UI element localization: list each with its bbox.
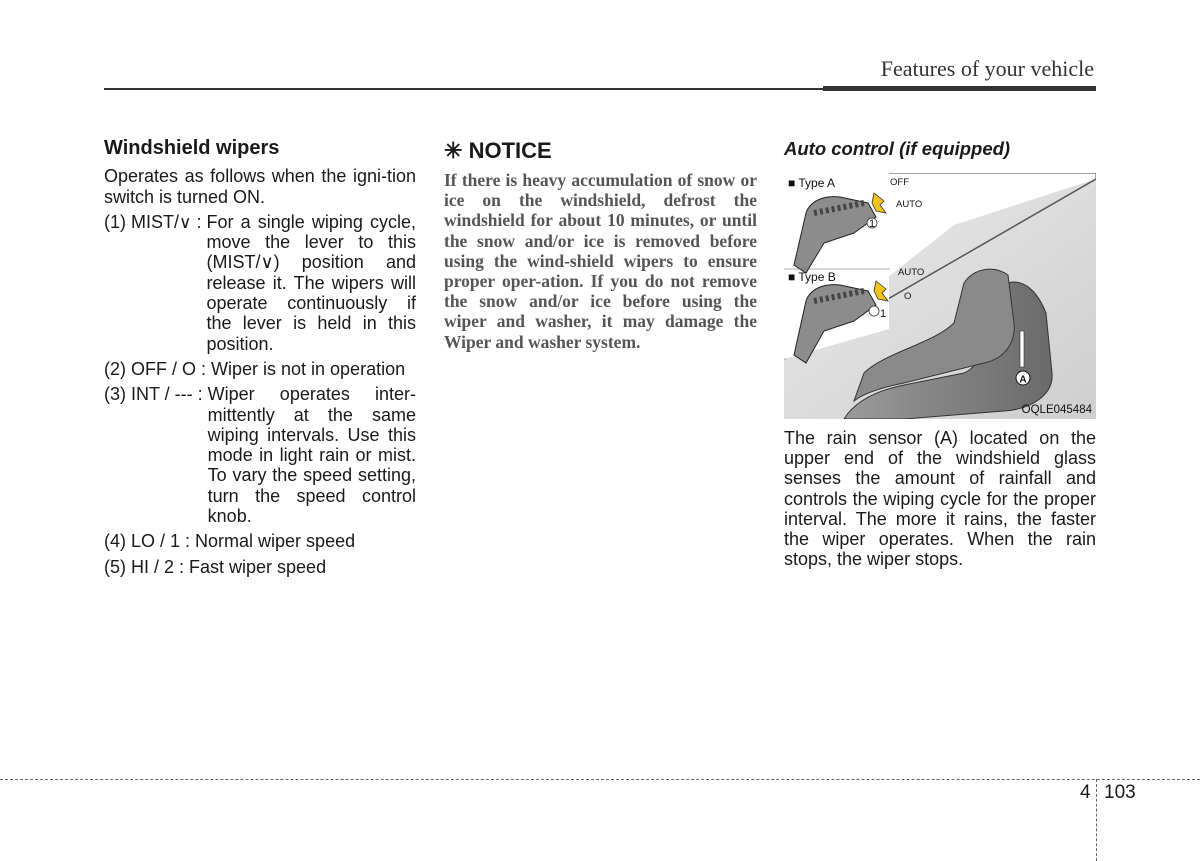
auto-control-section [784,138,1096,569]
section-title: Windshield wipers [104,137,280,159]
o-label: O [904,291,912,302]
auto-a-label: AUTO [896,199,923,210]
notice-title [444,138,757,164]
notice-box [444,138,757,352]
mode-item-int [104,384,416,526]
notice-label: NOTICE [468,138,552,163]
mode-item-hi: (5) HI / 2 : Fast wiper speed [104,556,327,577]
footer-divider [1096,779,1097,861]
num-a-label: 1 [869,218,876,230]
mode-key: (1) MIST/ [104,211,179,232]
figure-code: OQLE045484 [1021,404,1092,416]
header-rule-accent [823,86,1096,91]
notice-body: If there is heavy accumulation of snow or ice on the windshield, defrost the windshield for about 10 minutes, or until the snow and/or ice is removed before using the wind-shield wipers to ensure proper oper-ation. If you do not remove the snow and/or ice before using the wiper and washer, it may damage the Wiper and washer system. [444,170,757,352]
notice-star-icon: ✳ [444,138,463,163]
type-a-label: ■ Type A [788,176,836,190]
figure-caption: The rain sensor (A) located on the upper end of the windshield glass senses the amount of rainfall and controls the wiping cycle for the proper interval. The more it rains, the faster the wiper operates. When the rain stops, the wiper stops. [784,428,1096,570]
mode-key: (3) INT / --- : [104,384,208,405]
section-intro: Operates as follows when the igni-tion switch is turned ON. [104,166,416,207]
mode-item-off: (2) OFF / O : Wiper is not in operation [104,358,406,379]
type-b-label: ■ Type B [788,270,836,284]
sensor-callout: A [1019,374,1027,386]
mode-desc: Wiper operates inter-mittently at the same wiping intervals. Use this mode in light rain or mist. To vary the speed setting, turn the speed control knob. [207,384,416,527]
rain-sensor-illustration [784,173,1096,419]
v-mark-icon: ∨ [179,212,192,232]
off-label: OFF [890,177,909,188]
num-b-label: 1 [880,308,887,320]
chapter-number: 4 [1080,782,1091,803]
page-number: 103 [1104,782,1136,803]
rain-sensor-marker [1020,331,1024,367]
rain-sensor-figure [784,173,1096,419]
footer-rule [0,779,1200,780]
auto-control-title: Auto control (if equipped) [784,138,1011,159]
mode-sep: : [191,211,207,232]
mode-item-mist [104,212,416,354]
wipers-section [104,138,416,582]
mode-desc: For a single wiping cycle, move the lever to this (MIST/∨) position and release it. The wipers will operate continuously if the lever is held in this position. [206,211,416,354]
auto-b-label: AUTO [898,267,925,278]
running-header: Features of your vehicle [880,56,1094,81]
mode-item-lo: (4) LO / 1 : Normal wiper speed [104,531,356,552]
